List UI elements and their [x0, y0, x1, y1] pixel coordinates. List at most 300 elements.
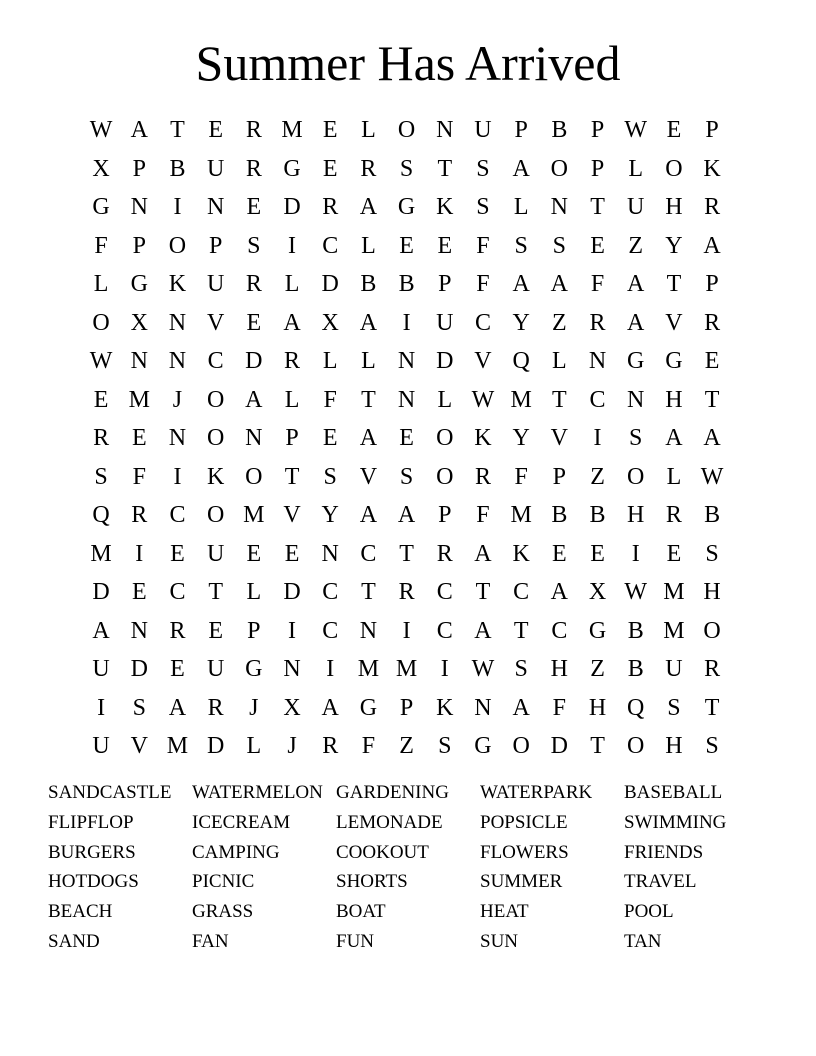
- grid-letter: G: [665, 348, 683, 375]
- grid-letter: O: [436, 463, 454, 490]
- grid-letter: R: [436, 540, 453, 567]
- grid-letter: B: [169, 155, 186, 182]
- grid-letter: K: [206, 463, 225, 490]
- grid-letter: B: [627, 617, 644, 644]
- grid-letter: U: [206, 656, 225, 683]
- grid-letter: A: [321, 694, 339, 721]
- grid-letter: J: [249, 694, 259, 721]
- grid-letter: Y: [665, 232, 683, 259]
- page-title: Summer Has Arrived: [195, 35, 621, 91]
- grid-letter: F: [552, 694, 567, 721]
- grid-letter: E: [284, 540, 300, 567]
- grid-row: [82, 650, 731, 689]
- grid-letter: E: [399, 232, 414, 259]
- grid-letter: W: [471, 656, 495, 683]
- grid-row: [82, 496, 731, 535]
- grid-letter: P: [208, 232, 223, 259]
- grid-letter: N: [397, 348, 416, 375]
- grid-letter: A: [397, 502, 416, 529]
- grid-letter: G: [130, 271, 148, 298]
- grid-letter: R: [704, 194, 721, 221]
- grid-letter: I: [326, 656, 335, 683]
- grid-letter: R: [131, 502, 148, 529]
- grid-letter: K: [436, 194, 454, 221]
- grid-letter: E: [704, 348, 720, 375]
- grid-letter: N: [130, 348, 148, 375]
- word-list-item: ICECREAM: [192, 811, 291, 833]
- grid-letter: M: [510, 386, 532, 413]
- word-list-item: SWIMMING: [624, 811, 727, 833]
- grid-letter: Q: [627, 694, 645, 721]
- grid-letter: T: [399, 540, 414, 567]
- grid-letter: G: [245, 656, 263, 683]
- grid-letter: N: [283, 656, 301, 683]
- grid-letter: A: [359, 502, 378, 529]
- grid-letter: M: [166, 733, 189, 760]
- grid-letter: E: [590, 232, 605, 259]
- grid-letter: G: [92, 194, 110, 221]
- grid-letter: D: [283, 579, 301, 606]
- grid-letter: V: [665, 309, 683, 336]
- word-list-item: SANDCASTLE: [48, 782, 172, 803]
- grid-letter: L: [513, 194, 529, 221]
- grid-letter: L: [284, 386, 300, 413]
- grid-letter: D: [130, 656, 148, 683]
- grid-letter: S: [514, 656, 528, 683]
- grid-letter: H: [665, 386, 683, 413]
- grid-letter: T: [361, 579, 376, 606]
- grid-letter: N: [168, 348, 187, 375]
- grid-letter: K: [474, 425, 492, 452]
- grid-letter: A: [512, 155, 530, 182]
- grid-letter: E: [246, 309, 262, 336]
- word-list-item: GARDENING: [336, 782, 449, 803]
- grid-letter: I: [593, 425, 602, 452]
- grid-letter: L: [666, 463, 682, 490]
- grid-letter: R: [589, 309, 606, 336]
- grid-letter: F: [476, 232, 490, 259]
- grid-letter: E: [322, 425, 338, 452]
- grid-letter: M: [90, 540, 112, 567]
- grid-letter: Y: [512, 309, 530, 336]
- grid-letter: O: [550, 155, 569, 182]
- grid-letter: M: [395, 656, 418, 683]
- grid-letter: A: [550, 579, 569, 606]
- grid-letter: N: [436, 117, 454, 144]
- grid-letter: I: [97, 694, 106, 721]
- grid-letter: N: [321, 540, 339, 567]
- grid-letter: N: [206, 194, 225, 221]
- grid-letter: R: [322, 733, 339, 760]
- grid-letter: O: [665, 155, 683, 182]
- word-list-item: SUMMER: [480, 871, 563, 893]
- grid-letter: A: [512, 694, 530, 721]
- grid-letter: V: [474, 348, 492, 375]
- grid-letter: L: [552, 348, 567, 375]
- grid-letter: R: [398, 579, 415, 606]
- grid-letter: E: [246, 194, 262, 221]
- grid-letter: G: [397, 194, 416, 221]
- grid-letter: T: [590, 194, 605, 221]
- grid-letter: B: [627, 656, 644, 683]
- grid-letter: X: [283, 694, 301, 721]
- grid-letter: W: [89, 117, 113, 144]
- grid-letter: P: [705, 117, 719, 144]
- grid-letter: L: [361, 348, 376, 375]
- word-list-item: SAND: [48, 930, 100, 952]
- grid-letter: X: [130, 309, 148, 336]
- grid-letter: M: [281, 117, 303, 144]
- grid-letter: L: [246, 579, 262, 606]
- grid-letter: P: [247, 617, 261, 644]
- grid-letter: A: [359, 194, 378, 221]
- grid-letter: T: [704, 386, 720, 413]
- grid-letter: V: [130, 733, 148, 760]
- grid-letter: G: [283, 155, 301, 182]
- grid-letter: A: [359, 309, 378, 336]
- grid-letter: F: [476, 271, 490, 298]
- letter-grid: [82, 111, 731, 766]
- word-list-item: POPSICLE: [480, 811, 568, 833]
- grid-letter: G: [474, 733, 492, 760]
- grid-letter: U: [92, 656, 110, 683]
- grid-letter: E: [437, 232, 453, 259]
- grid-row: [82, 573, 731, 612]
- grid-letter: R: [245, 155, 262, 182]
- grid-letter: B: [704, 502, 721, 529]
- grid-letter: W: [624, 579, 648, 606]
- grid-letter: Z: [399, 733, 414, 760]
- grid-letter: T: [590, 733, 605, 760]
- grid-letter: N: [245, 425, 263, 452]
- grid-letter: W: [89, 348, 113, 375]
- grid-letter: N: [168, 309, 187, 336]
- grid-letter: I: [288, 617, 297, 644]
- grid-row: [82, 111, 731, 150]
- word-list-item: LEMONADE: [336, 811, 443, 833]
- grid-letter: I: [440, 656, 449, 683]
- grid-letter: S: [94, 463, 108, 490]
- grid-letter: I: [402, 617, 411, 644]
- grid-letter: H: [665, 194, 683, 221]
- grid-letter: J: [172, 386, 183, 413]
- grid-letter: O: [168, 232, 187, 259]
- grid-letter: N: [588, 348, 607, 375]
- grid-row: [82, 727, 731, 766]
- grid-row: [82, 304, 731, 343]
- grid-letter: S: [399, 463, 414, 490]
- grid-letter: B: [360, 271, 377, 298]
- grid-letter: X: [588, 579, 607, 606]
- grid-letter: S: [667, 694, 681, 721]
- grid-letter: O: [436, 425, 454, 452]
- grid-letter: P: [590, 117, 605, 144]
- grid-letter: C: [551, 617, 568, 644]
- grid-row: [82, 689, 731, 728]
- grid-letter: N: [397, 386, 416, 413]
- grid-letter: R: [284, 348, 301, 375]
- grid-letter: K: [436, 694, 454, 721]
- grid-letter: Q: [512, 348, 530, 375]
- grid-letter: V: [359, 463, 378, 490]
- grid-letter: O: [627, 463, 645, 490]
- grid-letter: B: [551, 502, 568, 529]
- grid-letter: P: [590, 155, 605, 182]
- grid-letter: Y: [512, 425, 530, 452]
- grid-letter: K: [512, 540, 530, 567]
- word-list-item: SUN: [480, 930, 519, 952]
- grid-letter: C: [169, 502, 186, 529]
- grid-letter: H: [627, 502, 645, 529]
- grid-letter: H: [665, 733, 683, 760]
- word-list-item: FLIPFLOP: [48, 811, 134, 833]
- grid-letter: A: [627, 309, 645, 336]
- grid-letter: X: [321, 309, 339, 336]
- grid-letter: L: [322, 348, 338, 375]
- word-list-item: FAN: [192, 930, 229, 952]
- grid-row: [82, 612, 731, 651]
- grid-letter: R: [245, 117, 262, 144]
- grid-letter: F: [361, 733, 376, 760]
- grid-letter: U: [474, 117, 492, 144]
- grid-letter: E: [590, 540, 605, 567]
- grid-letter: U: [206, 540, 225, 567]
- grid-letter: Z: [628, 232, 644, 259]
- grid-letter: P: [285, 425, 299, 452]
- grid-letter: A: [245, 386, 263, 413]
- grid-letter: C: [589, 386, 606, 413]
- grid-letter: O: [703, 617, 721, 644]
- grid-letter: M: [357, 656, 380, 683]
- grid-letter: O: [627, 733, 645, 760]
- grid-letter: A: [474, 617, 492, 644]
- word-list-item: HOTDOGS: [48, 871, 139, 893]
- grid-letter: F: [132, 463, 146, 490]
- grid-letter: U: [92, 733, 110, 760]
- grid-letter: U: [206, 155, 225, 182]
- grid-letter: M: [510, 502, 532, 529]
- grid-letter: E: [131, 579, 147, 606]
- grid-letter: O: [397, 117, 416, 144]
- grid-letter: D: [321, 271, 339, 298]
- grid-letter: M: [663, 617, 685, 644]
- grid-letter: S: [705, 733, 719, 760]
- grid-letter: C: [207, 348, 224, 375]
- word-list-item: FLOWERS: [480, 841, 569, 863]
- word-list-item: BEACH: [48, 901, 113, 923]
- word-list-item: CAMPING: [192, 841, 280, 863]
- grid-letter: Y: [321, 502, 339, 529]
- grid-letter: R: [245, 271, 262, 298]
- grid-letter: K: [168, 271, 187, 298]
- grid-letter: P: [514, 117, 528, 144]
- grid-letter: D: [436, 348, 454, 375]
- grid-letter: F: [323, 386, 337, 413]
- grid-letter: P: [399, 694, 414, 721]
- grid-letter: L: [628, 155, 644, 182]
- grid-letter: R: [207, 694, 224, 721]
- grid-letter: P: [132, 155, 146, 182]
- grid-letter: M: [663, 579, 685, 606]
- grid-letter: T: [666, 271, 682, 298]
- grid-row: [82, 381, 731, 420]
- grid-letter: S: [438, 733, 452, 760]
- grid-letter: F: [476, 502, 490, 529]
- word-list-item: PICNIC: [192, 871, 255, 893]
- grid-letter: S: [705, 540, 719, 567]
- grid-letter: E: [666, 540, 682, 567]
- grid-letter: R: [704, 309, 721, 336]
- grid-letter: Z: [590, 463, 605, 490]
- word-list-item: WATERPARK: [480, 782, 593, 803]
- grid-letter: R: [322, 194, 339, 221]
- grid-row: [82, 150, 731, 189]
- grid-letter: E: [208, 617, 223, 644]
- grid-letter: C: [360, 540, 377, 567]
- grid-letter: U: [627, 194, 645, 221]
- grid-letter: S: [247, 232, 261, 259]
- grid-letter: T: [170, 117, 185, 144]
- grid-letter: D: [206, 733, 225, 760]
- grid-row: [82, 419, 731, 458]
- grid-letter: T: [513, 617, 529, 644]
- grid-letter: O: [512, 733, 530, 760]
- grid-letter: R: [474, 463, 491, 490]
- grid-letter: N: [550, 194, 569, 221]
- word-list-item: GRASS: [192, 901, 254, 923]
- grid-letter: H: [550, 656, 569, 683]
- grid-letter: A: [92, 617, 110, 644]
- grid-letter: N: [474, 694, 492, 721]
- grid-letter: A: [703, 425, 721, 452]
- grid-letter: N: [168, 425, 187, 452]
- grid-letter: E: [93, 386, 109, 413]
- grid-letter: A: [474, 540, 492, 567]
- grid-letter: L: [246, 733, 262, 760]
- grid-letter: G: [588, 617, 607, 644]
- grid-letter: C: [322, 579, 339, 606]
- grid-letter: E: [170, 656, 185, 683]
- grid-letter: D: [283, 194, 301, 221]
- grid-letter: L: [361, 232, 376, 259]
- grid-letter: R: [93, 425, 110, 452]
- grid-letter: V: [283, 502, 301, 529]
- grid-letter: S: [476, 155, 490, 182]
- grid-letter: J: [287, 733, 297, 760]
- grid-letter: T: [437, 155, 453, 182]
- grid-letter: A: [550, 271, 569, 298]
- word-list-item: TAN: [624, 930, 662, 952]
- grid-letter: E: [322, 117, 338, 144]
- grid-letter: O: [245, 463, 263, 490]
- word-list-item: BOAT: [336, 901, 386, 923]
- grid-letter: A: [512, 271, 530, 298]
- grid-letter: I: [402, 309, 411, 336]
- grid-letter: O: [206, 502, 225, 529]
- grid-letter: B: [551, 117, 568, 144]
- grid-letter: T: [704, 694, 720, 721]
- grid-letter: V: [206, 309, 225, 336]
- grid-letter: S: [552, 232, 567, 259]
- grid-letter: P: [132, 232, 146, 259]
- grid-letter: F: [590, 271, 605, 298]
- grid-letter: E: [246, 540, 262, 567]
- grid-letter: N: [130, 617, 148, 644]
- grid-letter: E: [131, 425, 147, 452]
- grid-letter: L: [93, 271, 109, 298]
- grid-letter: O: [206, 425, 225, 452]
- grid-letter: E: [208, 117, 223, 144]
- word-list-item: BASEBALL: [624, 782, 723, 803]
- grid-letter: W: [624, 117, 648, 144]
- grid-letter: R: [665, 502, 682, 529]
- grid-letter: D: [245, 348, 263, 375]
- grid-letter: S: [514, 232, 528, 259]
- grid-letter: A: [665, 425, 683, 452]
- grid-letter: U: [206, 271, 225, 298]
- grid-letter: G: [627, 348, 645, 375]
- grid-row: [82, 535, 731, 574]
- grid-letter: Q: [92, 502, 110, 529]
- grid-letter: N: [359, 617, 378, 644]
- grid-letter: F: [94, 232, 108, 259]
- grid-letter: C: [436, 617, 453, 644]
- grid-letter: A: [627, 271, 645, 298]
- grid-letter: K: [703, 155, 721, 182]
- grid-letter: C: [474, 309, 491, 336]
- grid-letter: P: [438, 502, 452, 529]
- grid-letter: P: [705, 271, 719, 298]
- grid-letter: T: [475, 579, 491, 606]
- grid-letter: C: [322, 232, 339, 259]
- grid-letter: L: [284, 271, 300, 298]
- grid-letter: E: [399, 425, 414, 452]
- word-list-item: COOKOUT: [336, 841, 429, 863]
- grid-letter: S: [476, 194, 490, 221]
- word-list-item: BURGERS: [48, 841, 136, 863]
- word-list-item: FRIENDS: [624, 841, 704, 863]
- grid-letter: S: [132, 694, 146, 721]
- grid-row: [82, 227, 731, 266]
- grid-letter: B: [398, 271, 415, 298]
- grid-letter: E: [666, 117, 682, 144]
- grid-letter: Z: [552, 309, 567, 336]
- grid-letter: H: [703, 579, 721, 606]
- word-list-item: TRAVEL: [624, 871, 697, 893]
- grid-letter: N: [627, 386, 645, 413]
- grid-letter: X: [92, 155, 110, 182]
- grid-letter: U: [436, 309, 454, 336]
- grid-letter: R: [704, 656, 721, 683]
- grid-letter: C: [322, 617, 339, 644]
- grid-letter: E: [322, 155, 338, 182]
- grid-letter: Z: [590, 656, 605, 683]
- grid-row: [82, 265, 731, 304]
- grid-letter: W: [700, 463, 724, 490]
- grid-letter: A: [283, 309, 301, 336]
- grid-letter: T: [361, 386, 376, 413]
- grid-letter: D: [550, 733, 569, 760]
- word-list-item: POOL: [624, 901, 674, 923]
- grid-row: [82, 458, 731, 497]
- grid-letter: F: [514, 463, 528, 490]
- grid-letter: P: [438, 271, 452, 298]
- grid-letter: I: [173, 194, 182, 221]
- grid-letter: T: [552, 386, 567, 413]
- grid-letter: A: [359, 425, 378, 452]
- grid-letter: U: [665, 656, 683, 683]
- grid-letter: W: [471, 386, 495, 413]
